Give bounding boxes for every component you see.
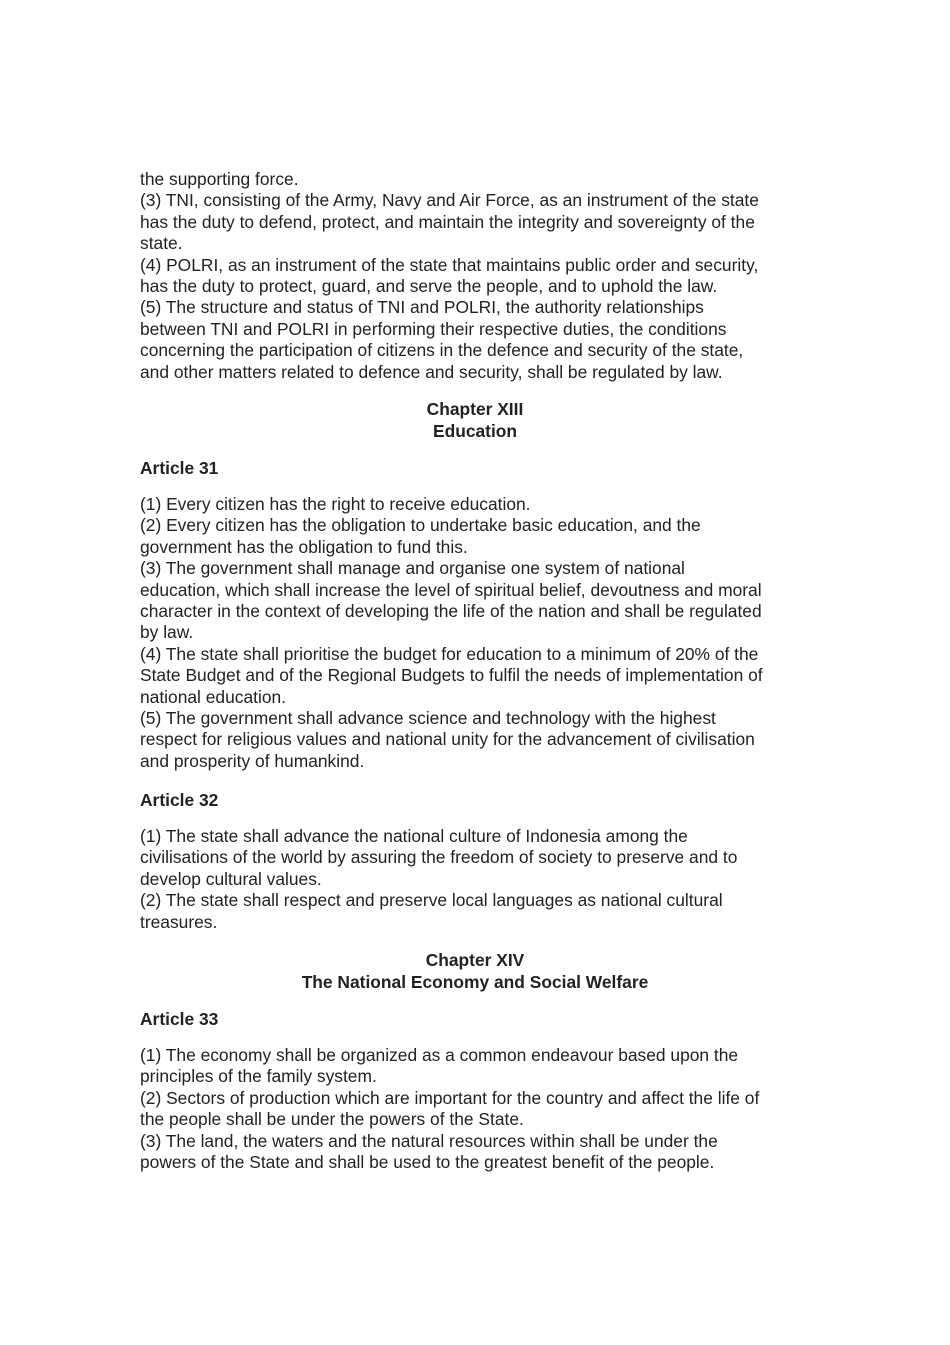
intro-paragraph: [140, 169, 759, 383]
chapter-number: Chapter XIV: [425, 950, 525, 970]
chapter-title: Education: [432, 421, 518, 441]
article-33-line: the people shall be under the powers of the State.: [140, 1109, 524, 1130]
intro-line: (5) The structure and status of TNI and POLRI, the authority relationships: [140, 297, 704, 318]
intro-line: (3) TNI, consisting of the Army, Navy and Air Force, as an instrument of the state: [140, 190, 759, 211]
intro-line: has the duty to protect, guard, and serve the people, and to uphold the law.: [140, 275, 718, 296]
article-31-line: respect for religious values and national unity for the advancement of civilisation: [140, 729, 755, 750]
article-31-heading: Article 31: [140, 458, 219, 478]
chapter-number: Chapter XIII: [426, 399, 524, 419]
article-31-line: education, which shall increase the level of spiritual belief, devoutness and moral: [140, 579, 762, 600]
article-32-line: (1) The state shall advance the national culture of Indonesia among the: [140, 826, 688, 846]
article-31-line: national education.: [140, 686, 287, 707]
article-31-line: government has the obligation to fund this.: [140, 536, 468, 557]
article-33-line: (1) The economy shall be organized as a common endeavour based upon the: [140, 1045, 739, 1065]
article-31-line: (2) Every citizen has the obligation to undertake basic education, and the: [140, 515, 701, 536]
intro-line: the supporting force.: [140, 169, 299, 189]
article-33-body: [140, 1045, 759, 1173]
intro-line: and other matters related to defence and security, shall be regulated by law.: [140, 361, 723, 382]
intro-line: between TNI and POLRI in performing their respective duties, the conditions: [140, 318, 727, 339]
intro-line: concerning the participation of citizens in the defence and security of the state,: [140, 340, 744, 361]
article-31-line: (3) The government shall manage and organise one system of national: [140, 558, 685, 579]
article-33-line: powers of the State and shall be used to the greatest benefit of the people.: [140, 1151, 715, 1172]
article-33-line: principles of the family system.: [140, 1066, 377, 1087]
article-32-line: civilisations of the world by assuring the freedom of society to preserve and to: [140, 847, 738, 868]
article-31-line: character in the context of developing the life of the nation and shall be regulated: [140, 600, 762, 621]
article-31-body: [140, 494, 763, 772]
article-32-line: (2) The state shall respect and preserve local languages as national cultural: [140, 890, 723, 911]
article-32-line: develop cultural values.: [140, 868, 322, 889]
article-33-line: (3) The land, the waters and the natural resources within shall be under the: [140, 1130, 718, 1151]
article-31-line: and prosperity of humankind.: [140, 750, 365, 771]
article-32-line: treasures.: [140, 911, 218, 932]
chapter-xiv-heading: [140, 949, 810, 993]
article-31-line: by law.: [140, 622, 194, 643]
article-32-heading: Article 32: [140, 790, 219, 810]
article-31-line: (5) The government shall advance science and technology with the highest: [140, 707, 716, 728]
article-33-line: (2) Sectors of production which are important for the country and affect the life of: [140, 1087, 760, 1108]
article-33-heading: Article 33: [140, 1009, 219, 1029]
intro-line: has the duty to defend, protect, and maintain the integrity and sovereignty of the: [140, 211, 755, 232]
article-31-line: (1) Every citizen has the right to receive education.: [140, 494, 531, 514]
chapter-title: The National Economy and Social Welfare: [301, 972, 649, 992]
intro-line: (4) POLRI, as an instrument of the state that maintains public order and security,: [140, 254, 759, 275]
article-31-line: (4) The state shall prioritise the budget for education to a minimum of 20% of the: [140, 643, 759, 664]
chapter-xiii-heading: [140, 398, 810, 442]
article-31-line: State Budget and of the Regional Budgets to fulfil the needs of implementation of: [140, 665, 763, 686]
intro-line: state.: [140, 233, 183, 254]
article-32-body: [140, 826, 737, 933]
